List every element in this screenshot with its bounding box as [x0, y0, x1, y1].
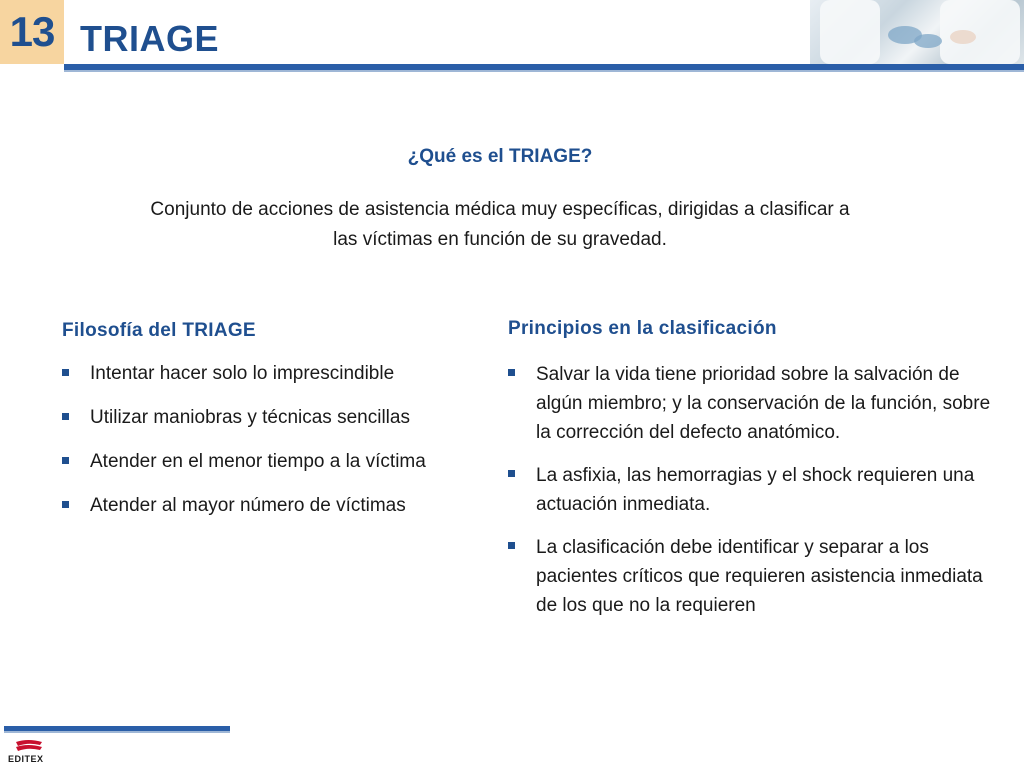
- list-item: [62, 360, 482, 387]
- right-column-heading: Principios en la clasificación: [508, 318, 777, 339]
- list-item: [508, 360, 1008, 447]
- list-item: [62, 404, 482, 431]
- page-title: TRIAGE: [80, 18, 220, 59]
- intro-definition: Conjunto de acciones de asistencia médica muy específicas, dirigidas a clasificar a las víctimas en función de su gravedad.: [150, 199, 850, 250]
- list-item-text: La clasificación debe identificar y separar a los pacientes críticos que requieren asistencia inmediata de los que no la requieren: [536, 537, 983, 616]
- chapter-number-box: [0, 0, 64, 64]
- square-bullet-icon: [508, 470, 515, 477]
- philosophy-list: [62, 360, 482, 536]
- square-bullet-icon: [62, 413, 69, 420]
- list-item: [508, 533, 1008, 620]
- list-item: [62, 448, 482, 475]
- square-bullet-icon: [62, 501, 69, 508]
- list-item-text: Atender al mayor número de víctimas: [90, 495, 406, 516]
- chapter-number: 13: [9, 8, 55, 55]
- left-column-heading: Filosofía del TRIAGE: [62, 320, 256, 341]
- square-bullet-icon: [62, 369, 69, 376]
- intro-question: ¿Qué es el TRIAGE?: [407, 146, 593, 167]
- footer-rule-thin: [4, 731, 230, 733]
- header-rule-thin: [64, 70, 1024, 72]
- list-item-text: Utilizar maniobras y técnicas sencillas: [90, 407, 410, 428]
- editex-logo-text: EDITEX: [8, 754, 44, 764]
- square-bullet-icon: [508, 542, 515, 549]
- list-item-text: Intentar hacer solo lo imprescindible: [90, 363, 395, 384]
- header-photo-medical: [810, 0, 1024, 64]
- square-bullet-icon: [508, 369, 515, 376]
- list-item: [62, 492, 482, 519]
- list-item-text: Atender en el menor tiempo a la víctima: [90, 451, 426, 472]
- list-item: [508, 461, 1008, 519]
- list-item-text: Salvar la vida tiene prioridad sobre la salvación de algún miembro; y la conservación de la función, sobre la corrección del defecto anatómico.: [536, 364, 991, 443]
- principles-list: [508, 360, 1008, 634]
- square-bullet-icon: [62, 457, 69, 464]
- list-item-text: La asfixia, las hemorragias y el shock requieren una actuación inmediata.: [536, 465, 975, 515]
